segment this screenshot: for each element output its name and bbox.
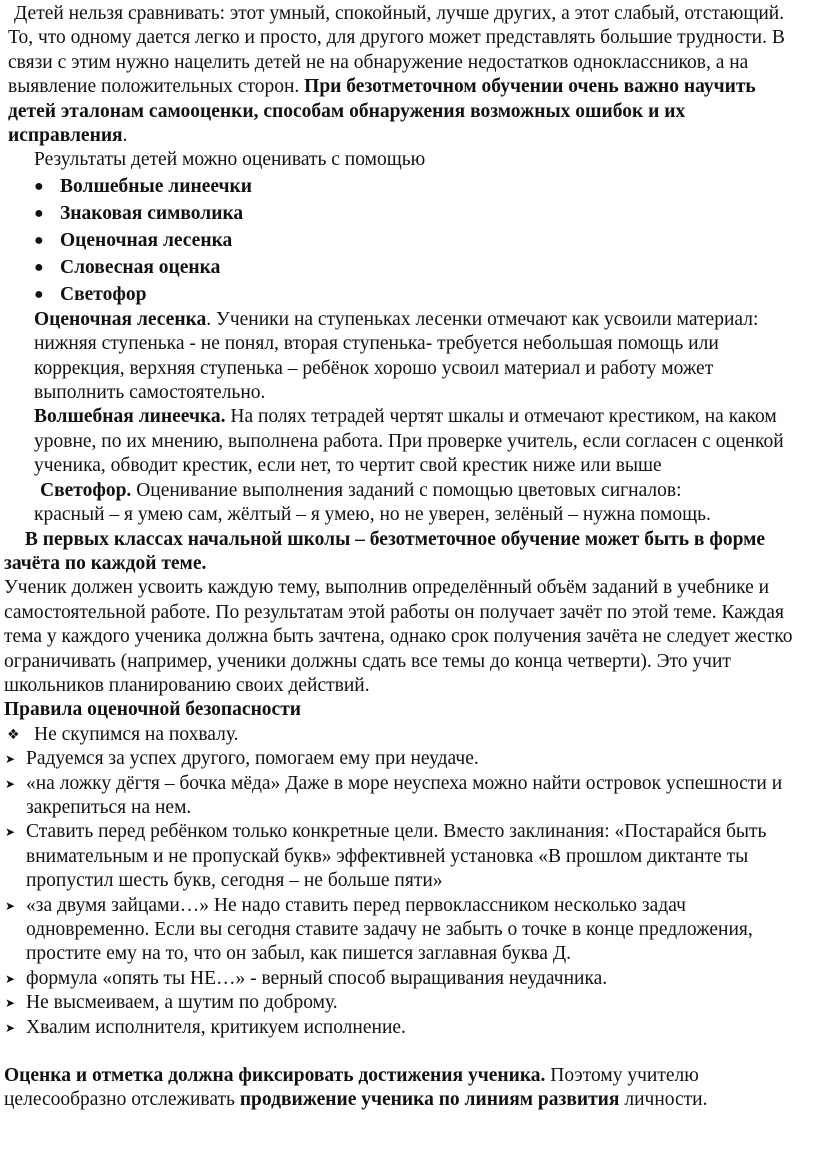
list-item [4, 173, 808, 200]
rule-text: «за двумя зайцами…» Не надо ставить перед первоклассником несколько задач одновременно. Если вы сегодня ставите задачу не забыть о точке в конце предложения, простите ему на то, что он забыл, как пишется заглавная буква Д. [26, 894, 753, 965]
light-title: Светофор. [40, 479, 132, 501]
list-item [4, 281, 808, 308]
arrow-bullet-icon: ➤ [5, 996, 16, 1011]
conclusion-bold-2: продвижение ученика по линиям развития [239, 1089, 620, 1111]
zachet-paragraph: Ученик должен усвоить каждую тему, выполнив определённый объём заданий в учебнике и самостоятельной работе. По результатам этой работы он получает зачёт по этой теме. Каждая тема у каждого ученика должна быть зачтена, однако срок получения зачёта не следует жестко ограничивать (например, ученики должны сдать все темы до конца четверти). Это учит школьников планированию своих действий. [4, 577, 793, 696]
bullet-icon: ● [34, 285, 44, 303]
list-item [4, 991, 808, 1015]
ladder-title: Оценочная лесенка [34, 308, 207, 330]
methods-list [4, 173, 808, 308]
list-item [4, 1016, 808, 1040]
arrow-bullet-icon: ➤ [5, 825, 16, 840]
rule-text: Хвалим исполнителя, критикуем исполнение. [26, 1016, 406, 1038]
ruler-paragraph [4, 405, 808, 478]
rules-title: Правила оценочной безопасности [4, 699, 302, 721]
arrow-bullet-icon: ➤ [5, 776, 16, 791]
ladder-paragraph [4, 308, 808, 406]
rule-text: Ставить перед ребёнком только конкретные цели. Вместо заклинания: «Постарайся быть внимательным и не пропускай букв» эффективней установка «В прошлом диктанте ты пропустил шесть букв, сегодня – не больше пяти» [26, 821, 767, 892]
intro-bold-text: При безотметочном обучении очень важно научить детей эталонам самооценки, способам обнаружения возможных ошибок и их исправления [8, 76, 756, 147]
arrow-bullet-icon: ➤ [5, 1020, 16, 1035]
bullet-icon: ● [34, 177, 44, 195]
bullet-icon: ● [34, 204, 44, 222]
conclusion-text-2: личности. [619, 1089, 708, 1111]
method-label: Знаковая символика [60, 202, 244, 224]
rules-list [4, 723, 808, 1040]
intro-end: . [122, 125, 128, 147]
arrow-bullet-icon: ➤ [5, 752, 16, 767]
rule-text: Не скупимся на похвалу. [34, 723, 239, 745]
conclusion-text-1: Поэтому учителю целесообразно отслеживать [4, 1065, 699, 1111]
arrow-bullet-icon: ➤ [5, 971, 16, 986]
rule-text: «на ложку дёгтя – бочка мёда» Даже в море неуспеха можно найти островок успешности и закрепиться на нем. [26, 772, 783, 818]
intro-text: Детей нельзя сравнивать: этот умный, спокойный, лучше других, а этот слабый, отстающий. То, что одному дается легко и просто, для другого может представлять большие трудности. В связи с этим нужно нацелить детей не на обнаружение недостатков одноклассников, а на выявление положительных сторон. [8, 3, 785, 98]
rule-text: Радуемся за успех другого, помогаем ему при неудаче. [26, 748, 479, 770]
spacer [4, 1040, 808, 1064]
method-label: Оценочная лесенка [60, 229, 233, 251]
list-item [4, 967, 808, 991]
conclusion-bold-1: Оценка и отметка должна фиксировать достижения ученика. [4, 1065, 546, 1087]
light-text-1: Оценивание выполнения заданий с помощью цветовых сигналов: [131, 479, 682, 501]
ruler-text: На полях тетрадей чертят шкалы и отмечают крестиком, на каком уровне, по их мнению, выполнена работа. При проверке учитель, если согласен с оценкой ученика, обводит крестик, если нет, то чертит свой крестик ниже или выше [34, 406, 784, 477]
bullet-icon: ● [34, 231, 44, 249]
list-item [4, 747, 808, 771]
list-item [4, 254, 808, 281]
list-item [4, 772, 808, 821]
method-label: Волшебные линеечки [60, 175, 253, 197]
ladder-text: . Ученики на ступеньках лесенки отмечают как усвоили материал: нижняя ступенька - не понял, вторая ступенька- требуется небольшая помощь или коррекция, верхняя ступенька – ребёнок хорошо усвоил материал и работу может выполнить самостоятельно. [34, 308, 759, 404]
bullet-icon: ● [34, 258, 44, 276]
list-item [4, 894, 808, 967]
methods-lead: Результаты детей можно оценивать с помощью [34, 149, 426, 171]
ruler-title: Волшебная линеечка. [34, 406, 226, 428]
list-item [4, 723, 808, 747]
diamond-bullet-icon: ❖ [7, 726, 20, 743]
list-item [4, 227, 808, 254]
zachet-heading [4, 528, 808, 577]
method-label: Словесная оценка [60, 256, 221, 278]
zachet-heading-text: В первых классах начальной школы – безотметочное обучение может быть в форме зачёта по каждой теме. [4, 528, 766, 574]
method-label: Светофор [60, 283, 147, 305]
arrow-bullet-icon: ➤ [5, 898, 16, 913]
light-paragraph [4, 479, 808, 503]
rule-text: формула «опять ты НЕ…» - верный способ выращивания неудачника. [26, 967, 608, 989]
conclusion-paragraph [4, 1064, 808, 1113]
list-item [4, 820, 808, 893]
list-item [4, 200, 808, 227]
light-paragraph-cont: красный – я умею сам, жёлтый – я умею, но не уверен, зелёный – нужна помощь. [34, 504, 711, 526]
rule-text: Не высмеиваем, а шутим по доброму. [26, 992, 338, 1014]
intro-paragraph [4, 0, 808, 148]
